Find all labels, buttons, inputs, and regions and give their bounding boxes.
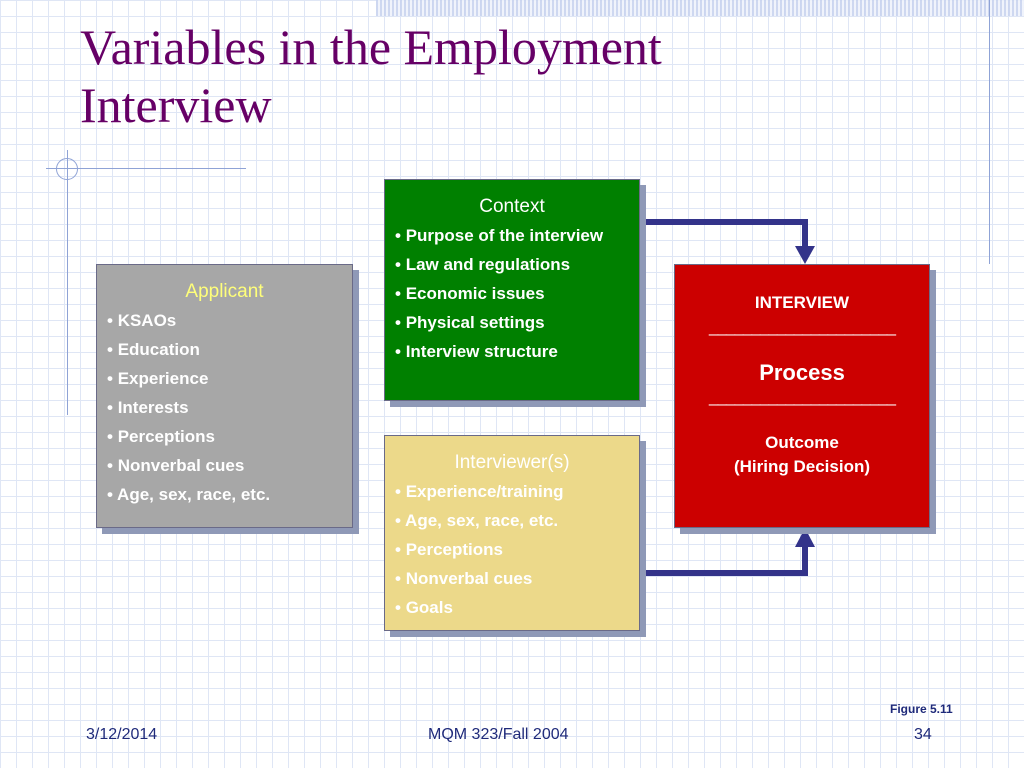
context-to-interview-arrow [640,222,805,250]
interviewer-item: • Age, sex, race, etc. [395,506,629,535]
applicant-box [96,264,353,528]
context-list [395,221,629,366]
slide-title-line2: Interview [80,77,272,133]
interviewer-to-interview-arrow [640,546,805,573]
interviewer-item: • Goals [395,593,629,622]
context-item: • Interview structure [395,337,629,366]
applicant-item: • KSAOs [107,306,342,335]
applicant-item: • Nonverbal cues [107,451,342,480]
interview-outcome-detail: (Hiring Decision) [733,457,870,476]
figure-label: Figure 5.11 [890,702,953,716]
interviewer-arrowhead [795,528,815,547]
interview-process: Process [759,360,845,385]
applicant-item: • Interests [107,393,342,422]
applicant-list [107,306,342,509]
footer-date: 3/12/2014 [86,726,158,743]
interviewer-item: • Nonverbal cues [395,564,629,593]
context-item: • Physical settings [395,308,629,337]
slide-title-line1: Variables in the Employment [80,19,662,75]
context-item: • Economic issues [395,279,629,308]
context-title: Context [479,196,545,217]
context-arrowhead [795,246,815,264]
interviewer-item: • Perceptions [395,535,629,564]
interviewer-list [395,477,629,622]
interview-separator-top: ______________________ [708,317,895,336]
applicant-item: • Education [107,335,342,364]
interview-outcome: Outcome [765,433,839,452]
context-item: • Purpose of the interview [395,221,629,250]
interviewer-item: • Experience/training [395,477,629,506]
interview-separator-bottom: ______________________ [708,387,895,406]
footer-course: MQM 323/Fall 2004 [428,726,569,743]
interview-box [674,264,930,528]
applicant-item: • Age, sex, race, etc. [107,480,342,509]
applicant-item: • Experience [107,364,342,393]
footer-page-number: 34 [914,726,932,743]
interviewer-box [384,435,640,631]
interviewer-title: Interviewer(s) [454,452,570,473]
context-item: • Law and regulations [395,250,629,279]
interview-title: INTERVIEW [754,293,850,312]
context-box [384,179,640,401]
applicant-item: • Perceptions [107,422,342,451]
applicant-title: Applicant [185,281,264,302]
